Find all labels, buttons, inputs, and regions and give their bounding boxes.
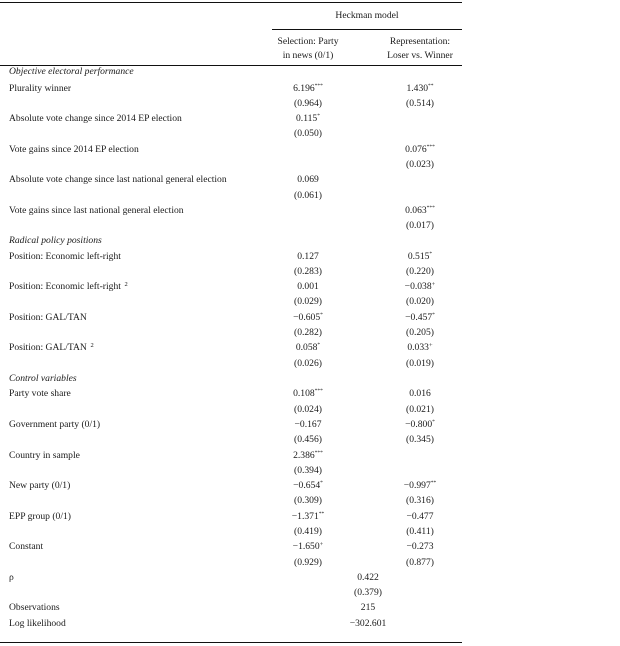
variable-label: Vote gains since 2014 EP election <box>9 144 139 155</box>
se-selection: (0.929) <box>294 557 322 568</box>
coef-selection: −1.650+ <box>292 541 324 552</box>
variable-label: Position: GAL/TAN <box>9 312 87 323</box>
coef-selection: −1.371** <box>291 511 325 522</box>
se-representation: (0.345) <box>406 434 434 445</box>
coef-selection: 6.196*** <box>293 83 323 94</box>
variable-label: Position: Economic left-right <box>9 251 121 262</box>
top-rule <box>0 2 462 3</box>
coef-selection: 2.386*** <box>293 450 323 461</box>
se-selection: (0.061) <box>294 190 322 201</box>
coef-representation: 0.016 <box>409 388 431 399</box>
variable-label: Absolute vote change since 2014 EP election <box>9 113 182 124</box>
coef-representation: −0.477 <box>406 511 434 522</box>
statistic-label: Log likelihood <box>9 618 66 629</box>
section-heading: Radical policy positions <box>9 235 102 246</box>
coef-selection: 0.069 <box>297 174 319 185</box>
se-selection: (0.964) <box>294 98 322 109</box>
se-representation: (0.877) <box>406 557 434 568</box>
se-selection: (0.309) <box>294 495 322 506</box>
section-heading: Control variables <box>9 373 77 384</box>
coef-selection: −0.167 <box>294 419 322 430</box>
coef-selection: 0.127 <box>297 251 319 262</box>
se-selection: (0.419) <box>294 526 322 537</box>
se-representation: (0.205) <box>406 327 434 338</box>
se-selection: (0.024) <box>294 404 322 415</box>
col2-header: Representation: Loser vs. Winner <box>387 36 453 61</box>
coef-representation: −0.997** <box>403 480 437 491</box>
se-representation: (0.514) <box>406 98 434 109</box>
se-representation: (0.021) <box>406 404 434 415</box>
variable-label: Party vote share <box>9 388 71 399</box>
coef-representation: −0.273 <box>406 541 434 552</box>
se-representation: (0.411) <box>406 526 434 537</box>
statistic-label: Observations <box>9 602 60 613</box>
coef-selection: 0.058* <box>295 342 321 353</box>
statistic-value: 0.422 <box>357 572 379 583</box>
coef-representation: 0.076*** <box>405 144 435 155</box>
bottom-rule <box>0 642 462 643</box>
statistic-value: −302.601 <box>349 618 387 629</box>
se-representation: (0.019) <box>406 358 434 369</box>
coef-selection: 0.115* <box>296 113 320 124</box>
section-heading: Objective electoral performance <box>9 66 134 77</box>
variable-label: Position: GAL/TAN $^2$ <box>9 342 94 353</box>
group-rule <box>272 29 462 30</box>
coef-representation: 1.430** <box>406 83 434 94</box>
se-selection: (0.456) <box>294 434 322 445</box>
se-representation: (0.220) <box>406 266 434 277</box>
statistic-label: ρ <box>9 572 14 583</box>
coef-selection: 0.108*** <box>293 388 323 399</box>
se-selection: (0.283) <box>294 266 322 277</box>
se-selection: (0.050) <box>294 128 322 139</box>
coef-representation: −0.457* <box>405 312 435 323</box>
col1-header: Selection: Party in news (0/1) <box>277 36 339 61</box>
heckman-model-title: Heckman model <box>335 10 399 21</box>
se-selection: (0.394) <box>294 465 322 476</box>
se-representation: (0.017) <box>406 220 434 231</box>
variable-label: Government party (0/1) <box>9 419 101 430</box>
variable-label: Position: Economic left-right $^2$ <box>9 281 128 292</box>
coef-representation: 0.063*** <box>405 205 435 216</box>
variable-label: New party (0/1) <box>9 480 71 491</box>
coef-selection: 0.001 <box>297 281 319 292</box>
variable-label: Absolute vote change since last national general election <box>9 174 227 185</box>
variable-label: Plurality winner <box>9 83 72 94</box>
coef-representation: 0.033+ <box>407 342 433 353</box>
variable-label: Constant <box>9 541 44 552</box>
coef-selection: −0.654* <box>293 480 323 491</box>
se-selection: (0.026) <box>294 358 322 369</box>
variable-label: Vote gains since last national general election <box>9 205 184 216</box>
variable-label: Country in sample <box>9 450 80 461</box>
variable-label: EPP group (0/1) <box>9 511 72 522</box>
se-selection: (0.029) <box>294 296 322 307</box>
statistic-value: 215 <box>360 602 376 613</box>
se-selection: (0.282) <box>294 327 322 338</box>
coef-representation: −0.800* <box>405 419 435 430</box>
se-representation: (0.023) <box>406 159 434 170</box>
coef-representation: 0.515* <box>407 251 433 262</box>
coef-representation: −0.038+ <box>404 281 436 292</box>
coef-selection: −0.605* <box>293 312 323 323</box>
se-representation: (0.020) <box>406 296 434 307</box>
se-representation: (0.316) <box>406 495 434 506</box>
statistic-value: (0.379) <box>354 587 382 598</box>
